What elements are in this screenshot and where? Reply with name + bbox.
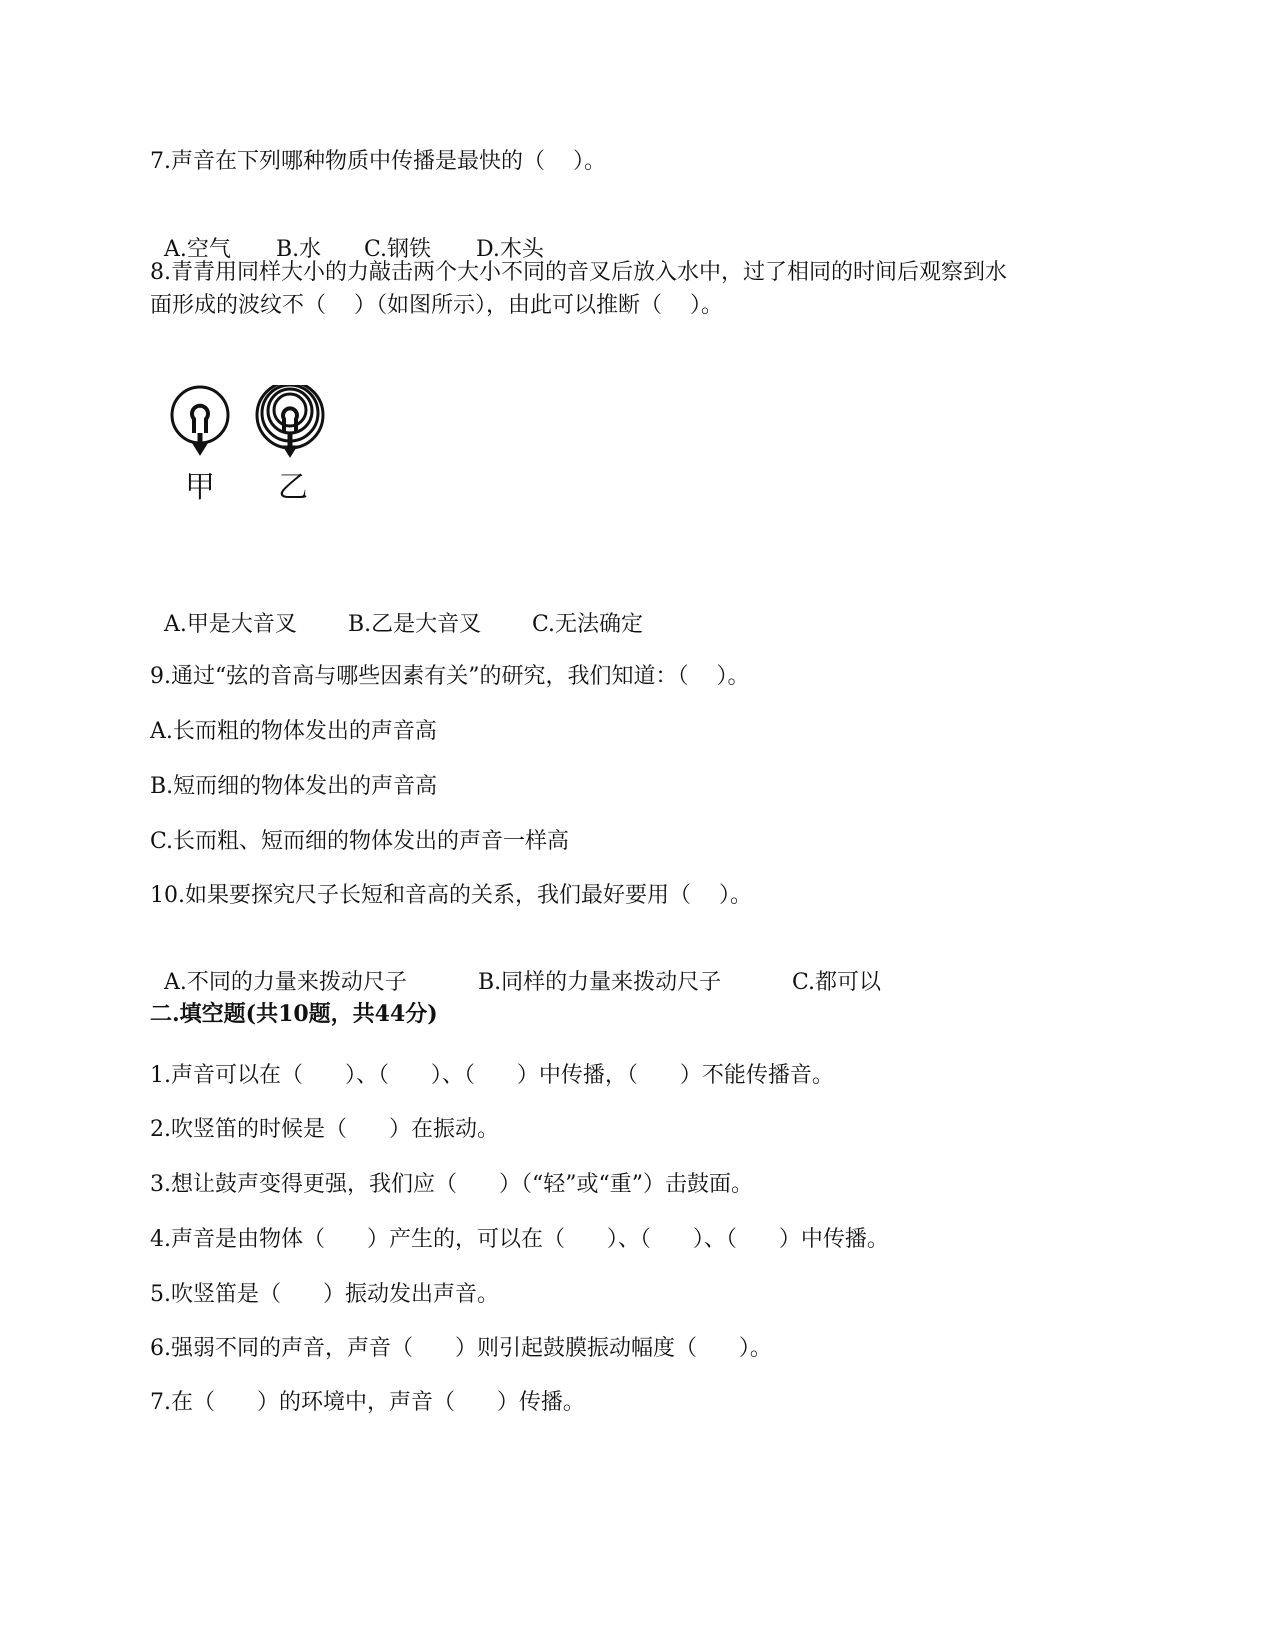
q8-option-b: B.乙是大音叉 <box>348 612 482 637</box>
q8-stem-line2: 面形成的波纹不（ ）（如图所示），由此可以推断（ ）。 <box>150 293 723 318</box>
fork-jia-prongs <box>192 406 208 433</box>
q8-options <box>150 577 643 641</box>
ripple-yi-icon <box>257 385 323 455</box>
fork-yi-handle <box>285 447 295 455</box>
fork-jia-handle <box>195 445 205 453</box>
fill-item: 1.声音可以在（ ）、（ ）、（ ）中传播，（ ）不能传播音。 <box>150 1063 834 1088</box>
q7-option-d: D.木头 <box>476 237 544 262</box>
fill-item: 4.声音是由物体（ ）产生的，可以在（ ）、（ ）、（ ）中传播。 <box>150 1227 889 1252</box>
fill-item: 6.强弱不同的声音，声音（ ）则引起鼓膜振动幅度（ ）。 <box>150 1336 772 1361</box>
q9-option-b: B.短而细的物体发出的声音高 <box>150 774 438 799</box>
q10-option-a: A.不同的力量来拨动尺子 <box>164 970 407 995</box>
ripple-jia-icon <box>172 387 228 453</box>
q8-option-c: C.无法确定 <box>532 612 644 637</box>
fill-item: 2.吹竖笛的时候是（ ）在振动。 <box>150 1117 499 1142</box>
fork-yi-prongs <box>283 408 297 433</box>
q8-option-a: A.甲是大音叉 <box>164 612 297 637</box>
q9-option-c: C.长而粗、短而细的物体发出的声音一样高 <box>150 829 570 854</box>
q7-option-b: B.水 <box>276 237 322 262</box>
q7-option-a: A.空气 <box>164 237 231 262</box>
tuning-fork-ripple-figure <box>160 385 360 525</box>
figure-label-yi: 乙 <box>278 470 308 505</box>
q7-stem: 7.声音在下列哪种物质中传播是最快的（ ）。 <box>150 149 606 174</box>
q7-option-c: C.钢铁 <box>364 237 432 262</box>
q9-option-a: A.长而粗的物体发出的声音高 <box>150 719 437 744</box>
fill-item: 3.想让鼓声变得更强，我们应（ ）（“轻”或“重”）击鼓面。 <box>150 1172 753 1197</box>
figure-label-jia: 甲 <box>185 470 215 505</box>
q10-option-b: B.同样的力量来拨动尺子 <box>478 970 722 995</box>
q9-stem: 9.通过“弦的音高与哪些因素有关”的研究，我们知道：（ ）。 <box>150 664 750 689</box>
q10-stem: 10.如果要探究尺子长短和音高的关系，我们最好要用（ ）。 <box>150 883 752 908</box>
fill-item: 5.吹竖笛是（ ）振动发出声音。 <box>150 1282 499 1307</box>
q8-stem-line1: 8.青青用同样大小的力敲击两个大小不同的音叉后放入水中，过了相同的时间后观察到水 <box>150 260 1007 285</box>
q10-option-c: C.都可以 <box>792 970 882 995</box>
q10-options <box>150 935 881 999</box>
fill-item: 7.在（ ）的环境中，声音（ ）传播。 <box>150 1390 585 1415</box>
section-heading: 二.填空题(共10题，共44分) <box>150 1001 438 1027</box>
